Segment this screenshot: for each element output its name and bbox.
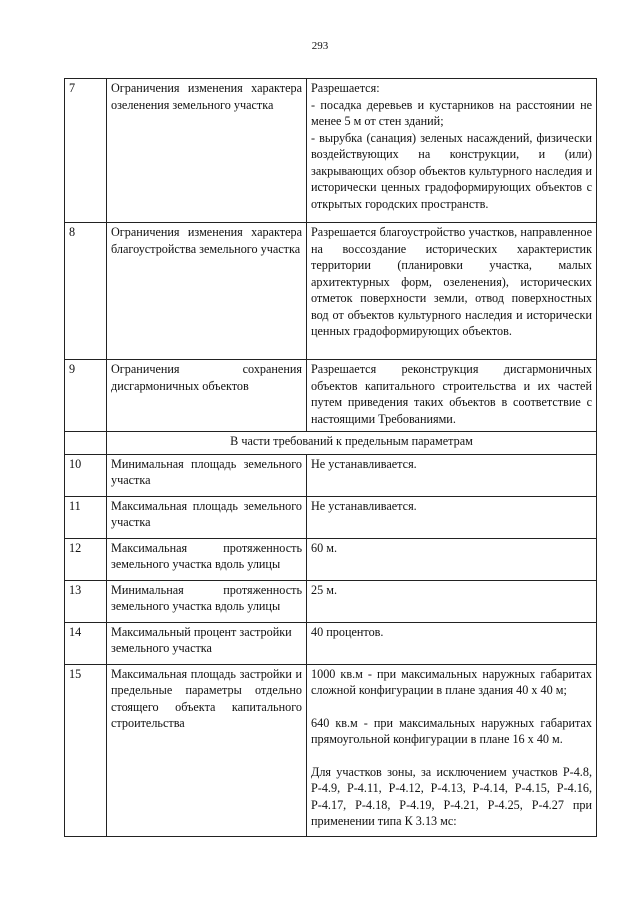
row-name: Минимальная площадь земельного участка: [107, 454, 307, 496]
table-row: [65, 664, 597, 836]
row-value: 40 процентов.: [307, 622, 597, 664]
value-line: - вырубка (санация) зеленых насаждений, физически воздействующих на конструкции, и (или) закрывающих обзор объектов культурного наследия и исторически ценных градоформирующих объектов с открытых городских пространств.: [311, 130, 592, 211]
table-row: [65, 622, 597, 664]
table-row: [65, 580, 597, 622]
section-spacer: [65, 432, 107, 455]
row-name: Максимальная площадь застройки и предельные параметры отдельно стоящего объекта капитального строительства: [107, 664, 307, 836]
row-value: [307, 664, 597, 836]
requirements-table: [64, 78, 597, 837]
table-row: [65, 79, 597, 223]
row-name: Максимальная протяженность земельного участка вдоль улицы: [107, 538, 307, 580]
row-number: 12: [65, 538, 107, 580]
row-number: 13: [65, 580, 107, 622]
section-row: [65, 432, 597, 455]
row-value: [307, 223, 597, 360]
value-line: 1000 кв.м - при максимальных наружных габаритах сложной конфигурации в плане здания 40 х 40 м;: [311, 666, 592, 697]
row-name: Ограничения изменения характера благоустройства земельного участка: [107, 223, 307, 360]
row-number: 14: [65, 622, 107, 664]
row-value: [307, 79, 597, 223]
value-line: Разрешается благоустройство участков, направленное на воссоздание исторических характеристик территории (планировки участка, малых архитектурных форм, озеленения), исторических отметок поверхности земли, отвод поверхностных вод от объектов культурного наследия и исторически ценных градоформирующих объектов.: [311, 225, 592, 338]
row-value: 25 м.: [307, 580, 597, 622]
value-line: 640 кв.м - при максимальных наружных габаритах прямоугольной конфигурации в плане 16 х 40 м.: [311, 715, 592, 746]
value-line: Для участков зоны, за исключением участков Р-4.8, Р-4.9, Р-4.11, Р-4.12, Р-4.13, Р-4.14, Р-4.15, Р-4.16, Р-4.17, Р-4.18, Р-4.19, Р-4.21, Р-4.25, Р-4.27 при применении типа К 3.13 мс:: [311, 764, 592, 828]
row-number: 7: [65, 79, 107, 223]
row-name: Максимальная площадь земельного участка: [107, 496, 307, 538]
row-number: 15: [65, 664, 107, 836]
value-line: Разрешается реконструкция дисгармоничных объектов капитального строительства и их частей путем приведения таких объектов в соответствие с настоящими Требованиями.: [311, 362, 592, 426]
row-name: Максимальный процент застройки земельного участка: [107, 622, 307, 664]
row-value: Не устанавливается.: [307, 454, 597, 496]
row-name: Минимальная протяженность земельного участка вдоль улицы: [107, 580, 307, 622]
table-row: [65, 454, 597, 496]
row-number: 8: [65, 223, 107, 360]
row-value: Не устанавливается.: [307, 496, 597, 538]
table-row: [65, 223, 597, 360]
row-name: Ограничения изменения характера озеленения земельного участка: [107, 79, 307, 223]
row-value: 60 м.: [307, 538, 597, 580]
value-line: Разрешается:: [311, 81, 380, 95]
row-number: 11: [65, 496, 107, 538]
row-number: 10: [65, 454, 107, 496]
row-number: 9: [65, 360, 107, 432]
value-line: - посадка деревьев и кустарников на расстоянии не менее 5 м от стен зданий;: [311, 97, 592, 128]
table-row: [65, 538, 597, 580]
table-row: [65, 496, 597, 538]
row-name: Ограничения сохранения дисгармоничных объектов: [107, 360, 307, 432]
section-title: В части требований к предельным параметрам: [107, 432, 597, 455]
page-number: 293: [311, 40, 329, 52]
row-value: [307, 360, 597, 432]
table-row: [65, 360, 597, 432]
